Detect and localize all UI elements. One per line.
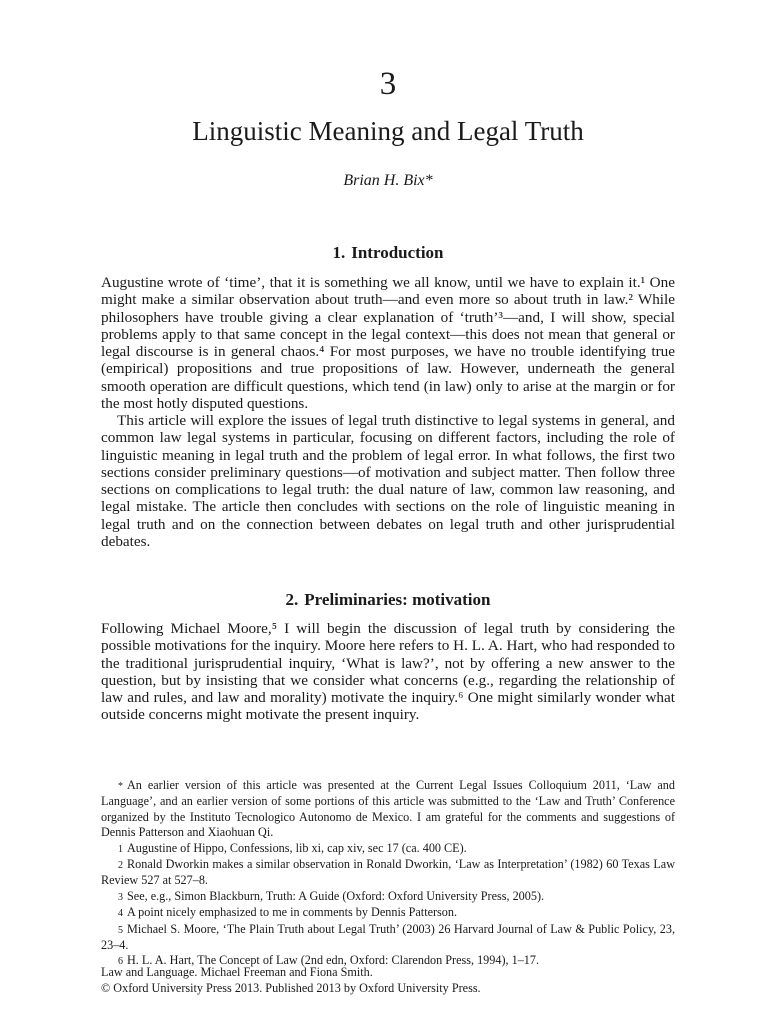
- footnote-text: A point nicely emphasized to me in comments by Dennis Patterson.: [127, 905, 458, 920]
- imprint-line: Law and Language. Michael Freeman and Fiona Smith.: [101, 965, 373, 979]
- section-heading-introduction: [101, 243, 675, 263]
- paragraph: Following Michael Moore,⁵ I will begin the discussion of legal truth by considering the possible motivations for the inquiry. Moore here refers to H. L. A. Hart, who had responded to the traditional jurisprudential inquiry, ‘What is law?’, not by offering a new answer to the question, but by insisting that we consider what concerns (e.g., regarding the relationship of law and rules, and law and morality) motivate the inquiry.⁶ One might similarly wonder what outside concerns might motivate the present inquiry.: [101, 620, 675, 724]
- footnotes: [101, 778, 675, 970]
- paragraph: This article will explore the issues of legal truth distinctive to legal systems in general, and common law legal systems in particular, focusing on different factors, including the role of linguistic meaning in legal truth and the problem of legal error. In what follows, the first two sections consider preliminary questions—of motivation and subject matter. Then follow three sections on complications to legal truth: the dual nature of law, common law reasoning, and legal mistake. The article then concludes with sections on the role of linguistic meaning in legal truth and on the connection between debates on legal truth and other jurisprudential debates.: [101, 412, 675, 551]
- section-heading-motivation: [101, 590, 675, 610]
- footnote-text: See, e.g., Simon Blackburn, Truth: A Guide (Oxford: Oxford University Press, 2005).: [127, 888, 545, 903]
- section-title: Preliminaries: motivation: [304, 590, 491, 609]
- footnote-text: Michael S. Moore, ‘The Plain Truth about Legal Truth’ (2003) 26 Harvard Journal of Law & Public Policy, 23, 23–4.: [101, 921, 675, 953]
- section-title: Introduction: [351, 243, 444, 262]
- footnote-mark: 1: [118, 843, 123, 855]
- footnote-text: H. L. A. Hart, The Concept of Law (2nd edn, Oxford: Clarendon Press, 1994), 1–17.: [127, 953, 540, 968]
- footnote-mark: 5: [118, 924, 123, 936]
- footnote: [101, 857, 675, 889]
- footnote: [101, 922, 675, 954]
- footnote: [101, 905, 675, 921]
- footnote-mark: 4: [118, 908, 123, 920]
- section-number: 2.: [285, 590, 299, 609]
- chapter-author: Brian H. Bix*: [343, 172, 433, 189]
- paragraph: Augustine wrote of ‘time’, that it is something we all know, until we have to explain it.¹ One might make a similar observation about truth—and even more so about truth in law.² While philosophers have trouble giving a clear explanation of ‘truth’³—and, I will show, special problems apply to that same concept in the legal context—this does not mean that general or legal discourse is in general chaos.⁴ For most purposes, we have no trouble identifying true (empirical) propositions and true propositions of law. However, underneath the general smooth operation are difficult questions, which tend (in law) only to arise at the margin or for the most hotly disputed questions.: [101, 274, 675, 413]
- footnote-text: An earlier version of this article was presented at the Current Legal Issues Colloquium 2011, ‘Law and Language’, and an earlier version of some portions of this article was submitted to the ‘Law and Truth’ Conference organized by the Instituto Tecnologico Autonomo de Mexico. I am grateful for the comments and suggestions of Dennis Patterson and Xiaohuan Qi.: [101, 778, 675, 840]
- chapter-number: 3: [379, 66, 397, 102]
- chapter-title: Linguistic Meaning and Legal Truth: [192, 116, 584, 146]
- footnote-mark: *: [118, 781, 123, 792]
- footnote-text: Ronald Dworkin makes a similar observation in Ronald Dworkin, ‘Law as Interpretation’ (1982) 60 Texas Law Review 527 at 527–8.: [101, 857, 675, 888]
- footnote-mark: 6: [118, 956, 123, 968]
- footnote-text: Augustine of Hippo, Confessions, lib xi, cap xiv, sec 17 (ca. 400 CE).: [127, 840, 467, 855]
- footnote: [101, 889, 675, 905]
- footnote-mark: 3: [118, 891, 123, 903]
- footnote-mark: 2: [118, 860, 123, 872]
- footnote: [101, 841, 675, 857]
- section-number: 1.: [332, 243, 346, 262]
- imprint-line: © Oxford University Press 2013. Published 2013 by Oxford University Press.: [101, 981, 481, 995]
- footnote: [101, 778, 675, 841]
- imprint: [101, 964, 675, 996]
